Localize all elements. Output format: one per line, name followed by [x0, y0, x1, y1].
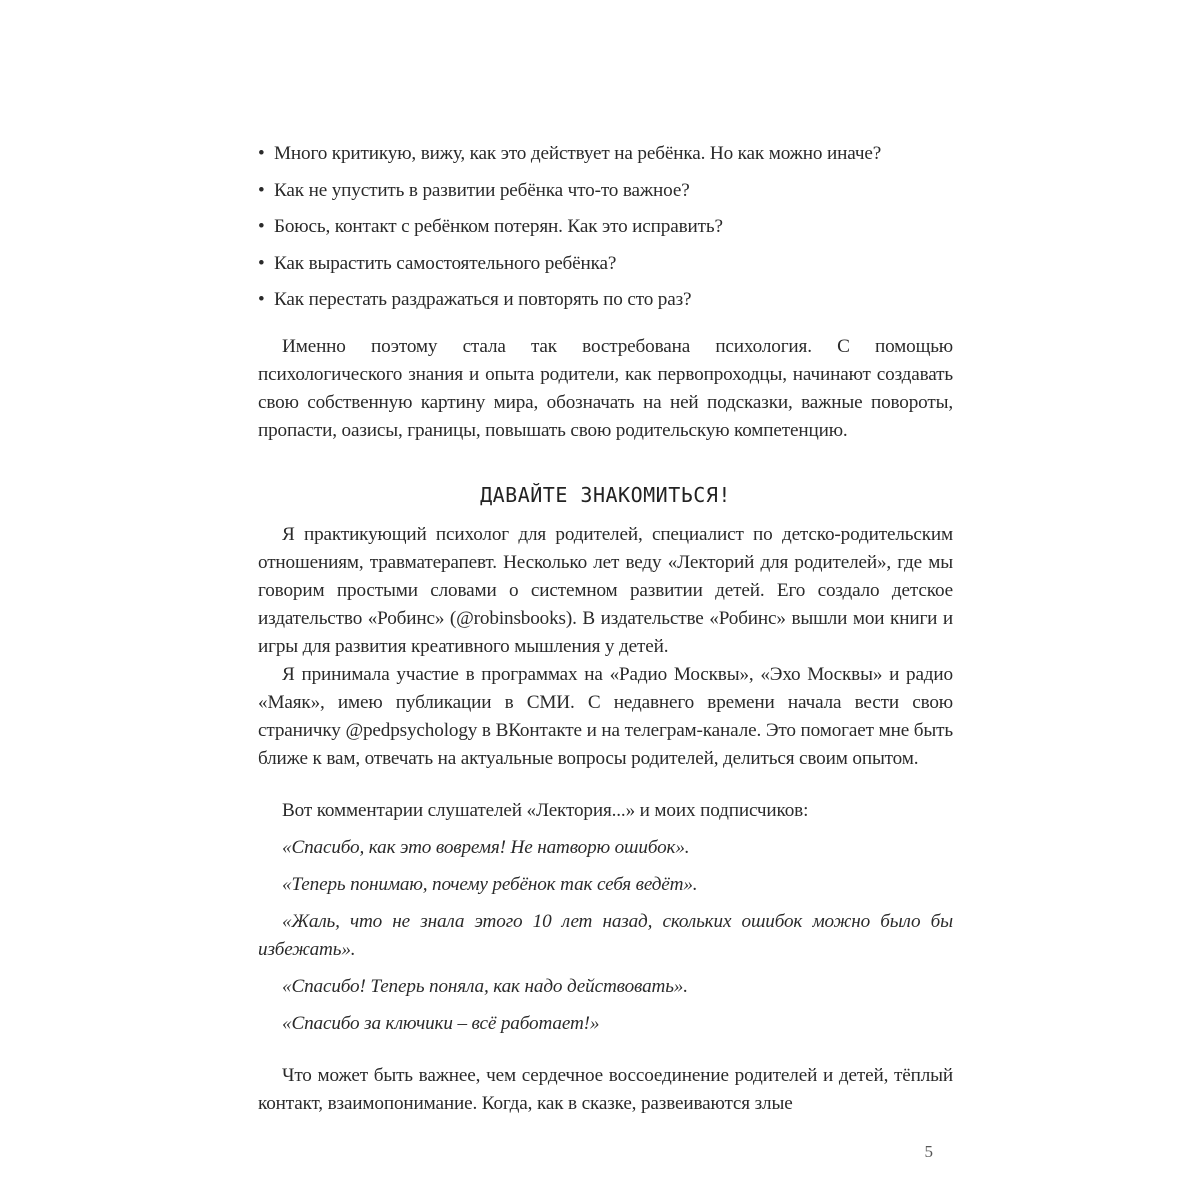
about-paragraph: Я принимала участие в программах на «Радио Москвы», «Эхо Москвы» и радио «Маяк», имею публикации в СМИ. С недавнего времени начала вести свою страничку @pedpsychology в ВКонтакте и на телеграм-канале. Это помогает мне быть ближе к вам, отвечать на актуальные вопросы родителей, делиться своим опытом.	[258, 664, 953, 769]
final-paragraph: Что может быть важнее, чем сердечное воссоединение родителей и детей, тёплый контакт, взаимопонимание. Когда, как в сказке, развеиваются злые	[258, 1065, 953, 1114]
question-item	[258, 177, 953, 205]
question-list	[258, 140, 953, 314]
testimonial-quote: «Теперь понимаю, почему ребёнок так себя ведёт».	[282, 874, 698, 895]
page-number: 5	[924, 1142, 933, 1161]
book-page	[258, 0, 953, 1164]
about-paragraph: Я практикующий психолог для родителей, специалист по детско-родительским отношениям, травматерапевт. Несколько лет веду «Лекторий для родителей», где мы говорим простыми словами о системном развитии детей. Его создало детское издательство «Робинс» (@robinsbooks). В издательстве «Робинс» вышли мои книги и игры для развития креативного мышления у детей.	[258, 524, 953, 657]
comments-intro: Вот комментарии слушателей «Лектория...» и моих подписчиков:	[282, 800, 809, 821]
question-item	[258, 213, 953, 241]
bullet-icon: •	[258, 252, 265, 274]
bullet-icon: •	[258, 289, 265, 310]
question-text: Как перестать раздражаться и повторять по сто раз?	[274, 289, 692, 310]
intro-paragraph: Именно поэтому стала так востребована психология. С помощью психологического знания и опыта родители, как первопроходцы, начинают создавать свою собственную картину мира, обозначать на ней подсказки, важные повороты, пропасти, оазисы, границы, повышать свою родительскую компетенцию.	[258, 336, 953, 441]
question-item	[258, 140, 953, 168]
question-text: Боюсь, контакт с ребёнком потерян. Как это исправить?	[274, 216, 723, 237]
bullet-icon: •	[258, 143, 265, 164]
bullet-icon: •	[258, 179, 265, 201]
question-text: Много критикую, вижу, как это действует на ребёнка. Но как можно иначе?	[274, 143, 882, 164]
question-item	[258, 286, 953, 314]
section-heading: ДАВАЙТЕ ЗНАКОМИТЬСЯ!	[480, 483, 731, 507]
question-text: Как вырастить самостоятельного ребёнка?	[274, 252, 617, 274]
testimonial-quote: «Спасибо за ключики – всё работает!»	[282, 1013, 600, 1034]
bullet-icon: •	[258, 216, 265, 237]
question-text: Как не упустить в развитии ребёнка что-то важное?	[274, 179, 690, 201]
testimonial-quote: «Спасибо! Теперь поняла, как надо действовать».	[282, 976, 688, 997]
testimonial-quote: «Спасибо, как это вовремя! Не натворю ошибок».	[282, 837, 690, 858]
testimonial-quote: «Жаль, что не знала этого 10 лет назад, скольких ошибок можно было бы избежать».	[258, 911, 953, 960]
question-item	[258, 250, 953, 278]
